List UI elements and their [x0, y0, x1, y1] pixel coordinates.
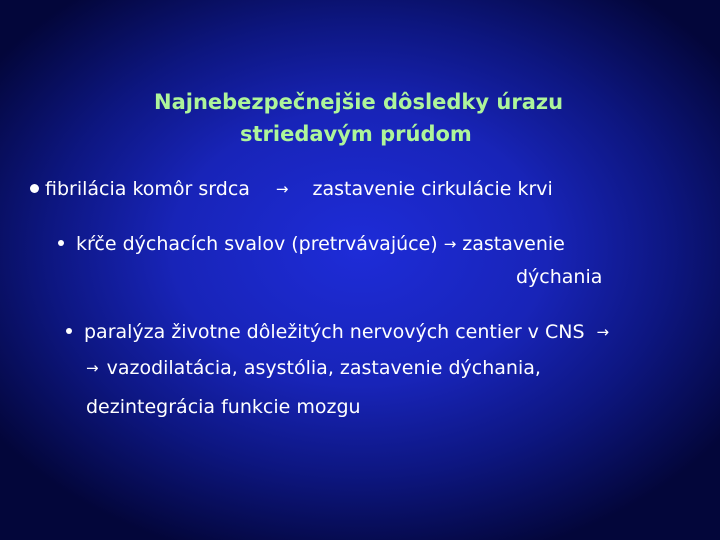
- item-2-text: kŕče dýchacích svalov (pretrvávajúce): [76, 233, 438, 255]
- right-arrow-icon: →: [443, 235, 457, 253]
- item-2-result: zastavenie: [462, 233, 565, 255]
- bullet-icon: [30, 184, 39, 193]
- item-3-text: paralýza životne dôležitých nervových centier v CNS: [84, 321, 585, 343]
- right-arrow-icon: →: [86, 359, 99, 377]
- title-line-2: striedavým prúdom: [240, 122, 472, 146]
- item-3-result: [86, 356, 541, 380]
- item-3-result-text: vazodilatácia, asystólia, zastavenie dýchania,: [106, 357, 541, 379]
- item-2-result-cont: dýchania: [516, 266, 603, 288]
- bullet-icon: [58, 240, 64, 246]
- title-line-1: Najnebezpečnejšie dôsledky úrazu: [154, 90, 564, 114]
- item-3-result-cont: dezintegrácia funkcie mozgu: [86, 396, 361, 418]
- list-item-cramps: [58, 232, 565, 256]
- item-1-text: fibrilácia komôr srdca: [45, 178, 250, 200]
- bullet-icon: [66, 328, 72, 334]
- right-arrow-icon: →: [275, 180, 289, 198]
- item-1-result: zastavenie cirkulácie krvi: [312, 178, 553, 200]
- list-item-paralysis: [66, 320, 615, 344]
- list-item-fibrillation: [30, 177, 553, 201]
- right-arrow-icon: →: [596, 323, 610, 341]
